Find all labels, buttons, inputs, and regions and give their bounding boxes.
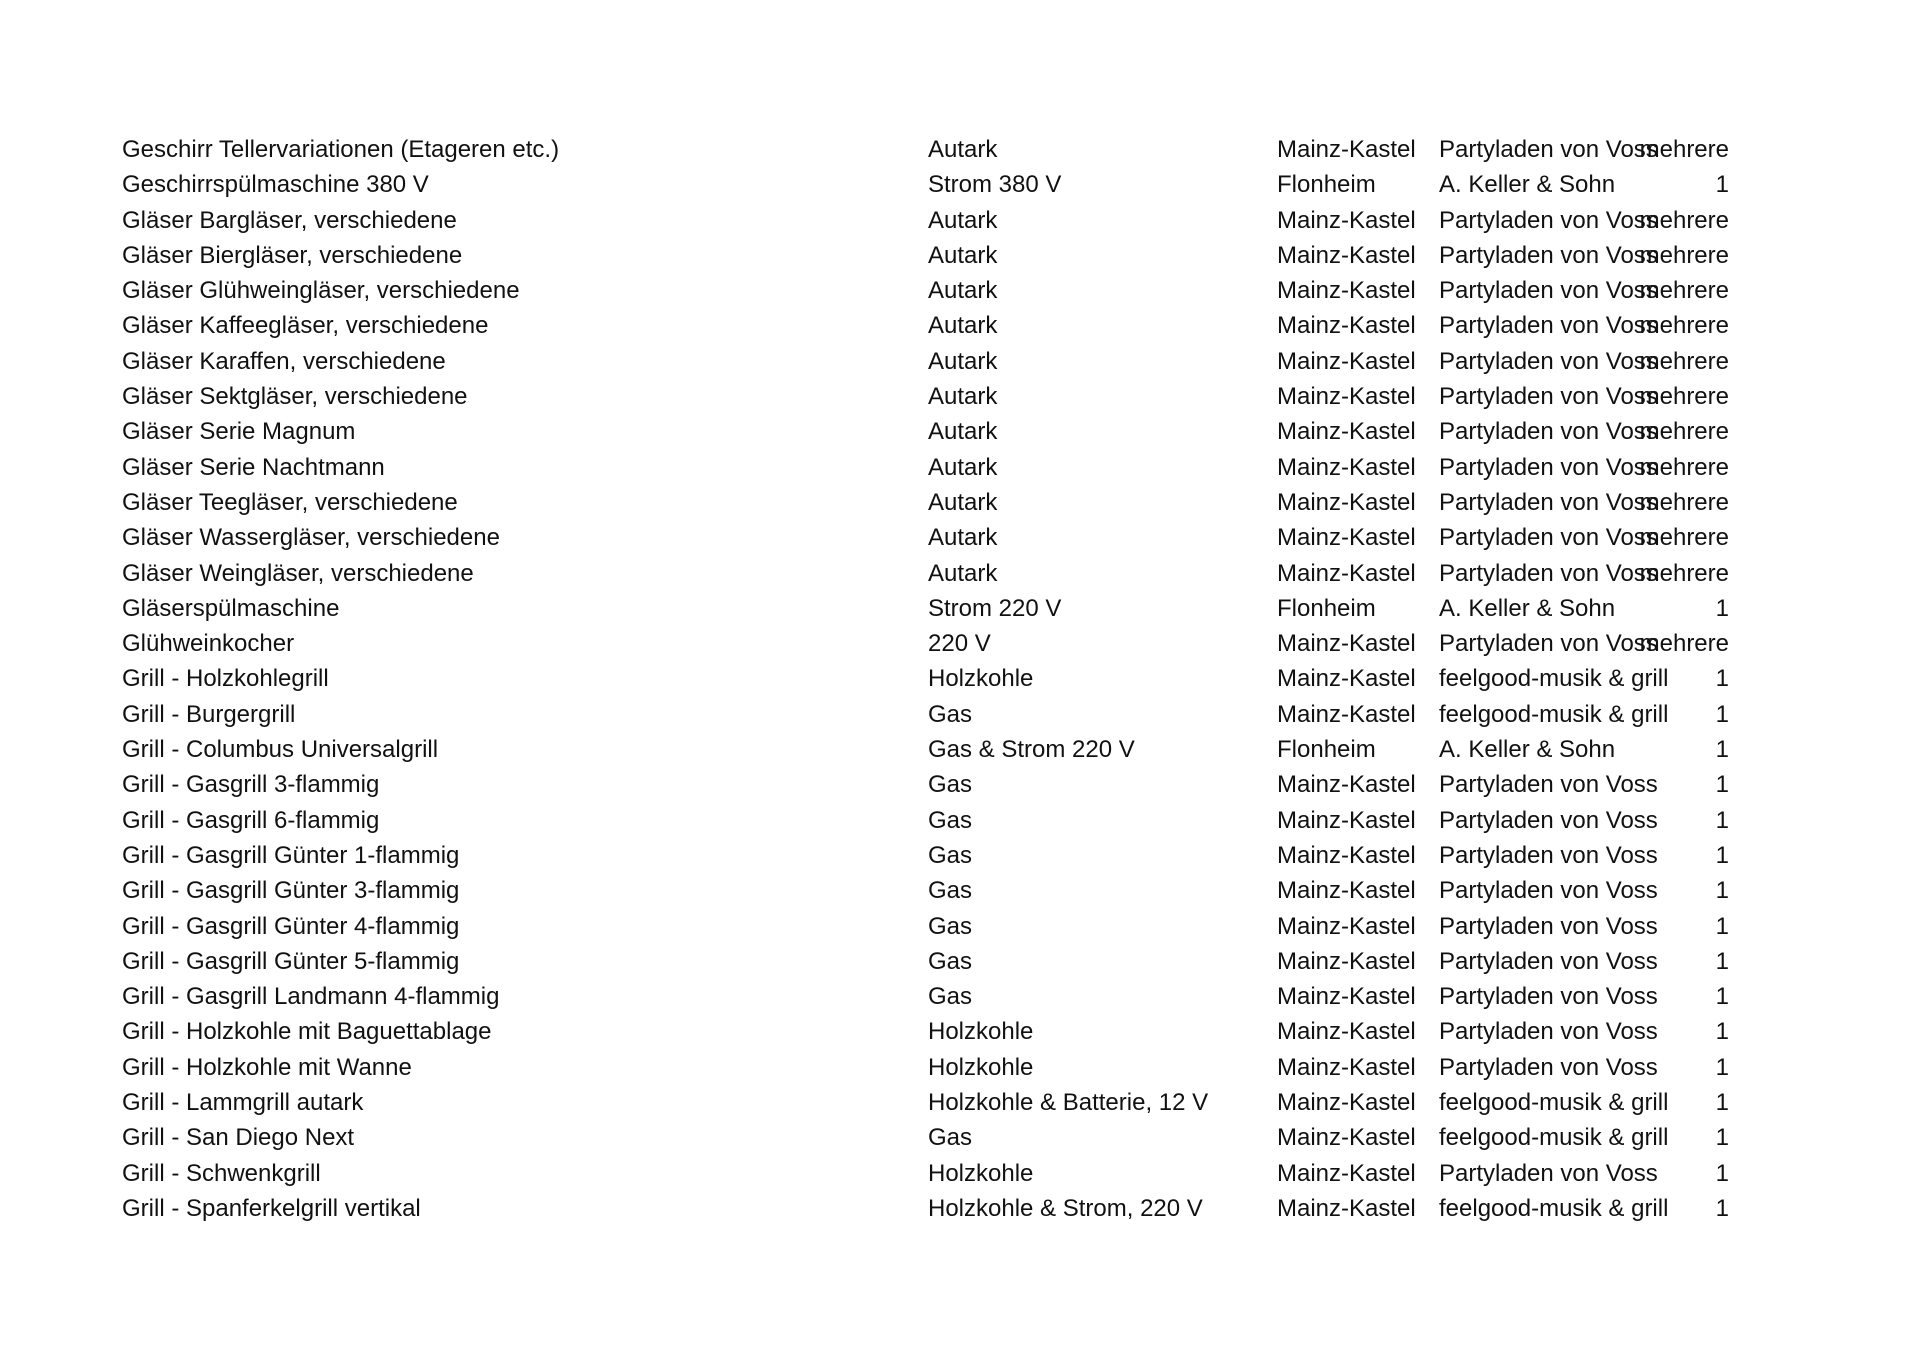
item-name: Grill - Gasgrill Günter 1-flammig [122,841,460,869]
power-source: Holzkohle [928,665,1034,693]
vendor: Partyladen von Voss [1439,277,1658,305]
item-name: Gläser Serie Magnum [122,418,356,446]
vendor: Partyladen von Voss [1439,453,1658,481]
list-row [122,520,1822,555]
item-name: Gläser Glühweingläser, verschiedene [122,277,520,305]
vendor: Partyladen von Voss [1439,806,1658,834]
list-row [122,308,1822,343]
vendor: feelgood-musik & grill [1439,1089,1669,1117]
quantity: 1 [1715,771,1729,799]
quantity: 1 [1715,877,1729,905]
location: Mainz-Kastel [1277,1194,1416,1222]
item-name: Grill - Columbus Universalgrill [122,736,439,764]
list-row [122,944,1822,979]
item-name: Gläser Biergläser, verschiedene [122,241,463,269]
quantity: mehrere [1639,524,1729,552]
item-name: Grill - Holzkohlegrill [122,665,329,693]
vendor: Partyladen von Voss [1439,983,1658,1011]
quantity: mehrere [1639,630,1729,658]
quantity: mehrere [1639,453,1729,481]
quantity: mehrere [1639,418,1729,446]
location: Mainz-Kastel [1277,241,1416,269]
list-row [122,909,1822,944]
list-row [122,626,1822,661]
list-row [122,661,1822,696]
item-name: Grill - Gasgrill 3-flammig [122,771,380,799]
item-name: Glühweinkocher [122,630,295,658]
power-source: Autark [928,241,998,269]
vendor: Partyladen von Voss [1439,1018,1658,1046]
list-row [122,414,1822,449]
quantity: 1 [1715,1124,1729,1152]
item-name: Gläser Kaffeegläser, verschiedene [122,312,489,340]
vendor: Partyladen von Voss [1439,206,1658,234]
list-row [122,803,1822,838]
quantity: 1 [1715,983,1729,1011]
item-name: Grill - San Diego Next [122,1124,355,1152]
list-row [122,732,1822,767]
location: Mainz-Kastel [1277,1159,1416,1187]
power-source: Gas [928,700,973,728]
location: Mainz-Kastel [1277,524,1416,552]
quantity: 1 [1715,171,1729,199]
list-row [122,1191,1822,1226]
quantity: mehrere [1639,488,1729,516]
item-name: Grill - Burgergrill [122,700,296,728]
location: Mainz-Kastel [1277,488,1416,516]
power-source: Strom 220 V [928,594,1062,622]
quantity: 1 [1715,912,1729,940]
quantity: 1 [1715,806,1729,834]
quantity: mehrere [1639,277,1729,305]
item-name: Grill - Holzkohle mit Baguettablage [122,1018,492,1046]
item-name: Grill - Gasgrill 6-flammig [122,806,380,834]
vendor: A. Keller & Sohn [1439,171,1616,199]
power-source: Autark [928,524,998,552]
location: Mainz-Kastel [1277,206,1416,234]
list-row [122,1156,1822,1191]
location: Mainz-Kastel [1277,277,1416,305]
item-name: Grill - Gasgrill Günter 4-flammig [122,912,460,940]
vendor: Partyladen von Voss [1439,1053,1658,1081]
vendor: Partyladen von Voss [1439,559,1658,587]
vendor: Partyladen von Voss [1439,136,1658,163]
location: Flonheim [1277,594,1376,622]
list-row [122,167,1822,202]
vendor: A. Keller & Sohn [1439,736,1616,764]
list-row [122,979,1822,1014]
item-name: Gläser Weingläser, verschiedene [122,559,474,587]
vendor: A. Keller & Sohn [1439,594,1616,622]
list-row [122,1120,1822,1155]
location: Mainz-Kastel [1277,1089,1416,1117]
list-row [122,273,1822,308]
list-row [122,379,1822,414]
power-source: Gas [928,771,973,799]
location: Flonheim [1277,171,1376,199]
list-row [122,697,1822,732]
item-name: Gläser Wassergläser, verschiedene [122,524,500,552]
power-source: Autark [928,206,998,234]
quantity: mehrere [1639,383,1729,411]
vendor: feelgood-musik & grill [1439,665,1669,693]
item-name: Geschirr Tellervariationen (Etageren etc.) [122,136,560,163]
location: Mainz-Kastel [1277,1018,1416,1046]
location: Mainz-Kastel [1277,347,1416,375]
location: Mainz-Kastel [1277,136,1416,163]
power-source: Gas [928,1124,973,1152]
location: Mainz-Kastel [1277,947,1416,975]
power-source: Autark [928,136,998,163]
list-row [122,1050,1822,1085]
location: Mainz-Kastel [1277,453,1416,481]
power-source: Gas [928,877,973,905]
quantity: mehrere [1639,347,1729,375]
quantity: 1 [1715,1018,1729,1046]
location: Mainz-Kastel [1277,418,1416,446]
vendor: Partyladen von Voss [1439,524,1658,552]
list-row [122,838,1822,873]
vendor: Partyladen von Voss [1439,947,1658,975]
quantity: 1 [1715,736,1729,764]
quantity: 1 [1715,1194,1729,1222]
location: Flonheim [1277,736,1376,764]
location: Mainz-Kastel [1277,771,1416,799]
vendor: Partyladen von Voss [1439,1159,1658,1187]
quantity: 1 [1715,841,1729,869]
quantity: 1 [1715,947,1729,975]
power-source: Gas [928,806,973,834]
list-row [122,767,1822,802]
item-name: Gläser Serie Nachtmann [122,453,385,481]
vendor: feelgood-musik & grill [1439,700,1669,728]
quantity: mehrere [1639,241,1729,269]
power-source: Autark [928,488,998,516]
item-name: Grill - Gasgrill Günter 3-flammig [122,877,460,905]
vendor: Partyladen von Voss [1439,347,1658,375]
power-source: Gas & Strom 220 V [928,736,1135,764]
location: Mainz-Kastel [1277,665,1416,693]
power-source: Holzkohle [928,1159,1034,1187]
vendor: Partyladen von Voss [1439,771,1658,799]
power-source: Autark [928,383,998,411]
list-row [122,1085,1822,1120]
item-name: Gläser Sektgläser, verschiedene [122,383,468,411]
power-source: Autark [928,277,998,305]
quantity: 1 [1715,1089,1729,1117]
vendor: feelgood-musik & grill [1439,1194,1669,1222]
vendor: Partyladen von Voss [1439,877,1658,905]
location: Mainz-Kastel [1277,1053,1416,1081]
power-source: Holzkohle [928,1053,1034,1081]
location: Mainz-Kastel [1277,877,1416,905]
item-name: Gläserspülmaschine [122,594,340,622]
power-source: Gas [928,983,973,1011]
list-row [122,450,1822,485]
location: Mainz-Kastel [1277,841,1416,869]
quantity: mehrere [1639,559,1729,587]
location: Mainz-Kastel [1277,630,1416,658]
quantity: 1 [1715,1159,1729,1187]
vendor: Partyladen von Voss [1439,630,1658,658]
power-source: Strom 380 V [928,171,1062,199]
item-name: Geschirrspülmaschine 380 V [122,171,429,199]
vendor: Partyladen von Voss [1439,383,1658,411]
location: Mainz-Kastel [1277,1124,1416,1152]
vendor: Partyladen von Voss [1439,312,1658,340]
list-row [122,485,1822,520]
location: Mainz-Kastel [1277,559,1416,587]
quantity: 1 [1715,594,1729,622]
power-source: Gas [928,912,973,940]
quantity: 1 [1715,665,1729,693]
location: Mainz-Kastel [1277,806,1416,834]
quantity: 1 [1715,1053,1729,1081]
location: Mainz-Kastel [1277,312,1416,340]
power-source: Autark [928,347,998,375]
item-name: Grill - Gasgrill Landmann 4-flammig [122,983,500,1011]
list-row [122,1014,1822,1049]
equipment-list [122,132,1822,1226]
quantity: 1 [1715,700,1729,728]
list-row [122,203,1822,238]
item-name: Grill - Lammgrill autark [122,1089,364,1117]
location: Mainz-Kastel [1277,700,1416,728]
list-row [122,873,1822,908]
vendor: Partyladen von Voss [1439,418,1658,446]
power-source: Autark [928,418,998,446]
vendor: Partyladen von Voss [1439,241,1658,269]
list-row [122,556,1822,591]
list-row [122,591,1822,626]
quantity: mehrere [1639,136,1729,163]
item-name: Grill - Schwenkgrill [122,1159,321,1187]
power-source: 220 V [928,630,991,658]
vendor: Partyladen von Voss [1439,841,1658,869]
power-source: Holzkohle & Batterie, 12 V [928,1089,1209,1117]
list-row [122,238,1822,273]
location: Mainz-Kastel [1277,912,1416,940]
power-source: Gas [928,947,973,975]
power-source: Holzkohle & Strom, 220 V [928,1194,1203,1222]
list-row [122,132,1822,167]
item-name: Gläser Teegläser, verschiedene [122,488,458,516]
item-name: Gläser Karaffen, verschiedene [122,347,446,375]
vendor: feelgood-musik & grill [1439,1124,1669,1152]
quantity: mehrere [1639,312,1729,340]
item-name: Grill - Holzkohle mit Wanne [122,1053,412,1081]
item-name: Grill - Spanferkelgrill vertikal [122,1194,421,1222]
vendor: Partyladen von Voss [1439,488,1658,516]
location: Mainz-Kastel [1277,983,1416,1011]
power-source: Autark [928,312,998,340]
power-source: Autark [928,559,998,587]
item-name: Gläser Bargläser, verschiedene [122,206,457,234]
power-source: Holzkohle [928,1018,1034,1046]
vendor: Partyladen von Voss [1439,912,1658,940]
quantity: mehrere [1639,206,1729,234]
item-name: Grill - Gasgrill Günter 5-flammig [122,947,460,975]
power-source: Gas [928,841,973,869]
power-source: Autark [928,453,998,481]
list-row [122,344,1822,379]
location: Mainz-Kastel [1277,383,1416,411]
